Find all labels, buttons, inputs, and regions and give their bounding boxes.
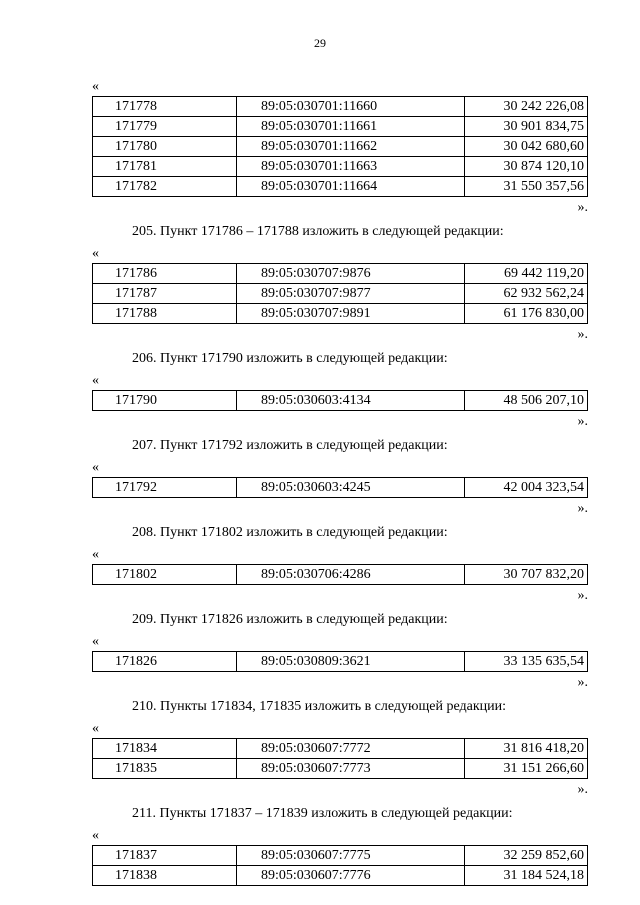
cadastral-number-cell: 89:05:030701:11664: [237, 177, 465, 197]
cadastral-number-cell: 89:05:030603:4134: [237, 391, 465, 411]
table-row: [93, 264, 588, 284]
cadastral-value-cell: 30 874 120,10: [465, 157, 588, 177]
cadastral-table: [92, 738, 588, 779]
cadastral-value-cell: 48 506 207,10: [465, 391, 588, 411]
item-number-cell: 171837: [93, 846, 237, 866]
table-row: [93, 866, 588, 886]
closing-quote: ».: [577, 782, 588, 797]
item-number-cell: 171838: [93, 866, 237, 886]
cadastral-number-cell: 89:05:030607:7776: [237, 866, 465, 886]
closing-quote: ».: [577, 414, 588, 429]
item-number-cell: 171802: [93, 565, 237, 585]
cadastral-value-cell: 62 932 562,24: [465, 284, 588, 304]
opening-quote: «: [92, 547, 99, 562]
table-row: [93, 478, 588, 498]
item-number-cell: 171788: [93, 304, 237, 324]
closing-quote: ».: [577, 588, 588, 603]
amendment-heading: 210. Пункты 171834, 171835 изложить в следующей редакции:: [132, 699, 507, 714]
closing-quote: ».: [577, 200, 588, 215]
cadastral-value-cell: 33 135 635,54: [465, 652, 588, 672]
amendment-heading: 209. Пункт 171826 изложить в следующей редакции:: [132, 612, 448, 627]
cadastral-number-cell: 89:05:030701:11662: [237, 137, 465, 157]
item-number-cell: 171779: [93, 117, 237, 137]
cadastral-value-cell: 69 442 119,20: [465, 264, 588, 284]
item-number-cell: 171781: [93, 157, 237, 177]
table-row: [93, 739, 588, 759]
amendment-heading: 208. Пункт 171802 изложить в следующей редакции:: [132, 525, 448, 540]
item-number-cell: 171790: [93, 391, 237, 411]
cadastral-number-cell: 89:05:030707:9876: [237, 264, 465, 284]
cadastral-number-cell: 89:05:030701:11661: [237, 117, 465, 137]
table-row: [93, 759, 588, 779]
cadastral-number-cell: 89:05:030607:7773: [237, 759, 465, 779]
table-row: [93, 652, 588, 672]
cadastral-value-cell: 42 004 323,54: [465, 478, 588, 498]
cadastral-value-cell: 30 707 832,20: [465, 565, 588, 585]
cadastral-table: [92, 263, 588, 324]
item-number-cell: 171835: [93, 759, 237, 779]
cadastral-number-cell: 89:05:030701:11663: [237, 157, 465, 177]
cadastral-table: [92, 845, 588, 886]
cadastral-number-cell: 89:05:030603:4245: [237, 478, 465, 498]
cadastral-value-cell: 31 151 266,60: [465, 759, 588, 779]
cadastral-value-cell: 32 259 852,60: [465, 846, 588, 866]
cadastral-value-cell: 30 901 834,75: [465, 117, 588, 137]
opening-quote: «: [92, 460, 99, 475]
item-number-cell: 171792: [93, 478, 237, 498]
cadastral-number-cell: 89:05:030706:4286: [237, 565, 465, 585]
cadastral-number-cell: 89:05:030707:9891: [237, 304, 465, 324]
cadastral-value-cell: 31 184 524,18: [465, 866, 588, 886]
table-row: [93, 157, 588, 177]
item-number-cell: 171826: [93, 652, 237, 672]
opening-quote: «: [92, 79, 99, 94]
table-row: [93, 846, 588, 866]
table-row: [93, 284, 588, 304]
cadastral-value-cell: 31 816 418,20: [465, 739, 588, 759]
cadastral-value-cell: 31 550 357,56: [465, 177, 588, 197]
opening-quote: «: [92, 373, 99, 388]
cadastral-table: [92, 96, 588, 197]
amendment-heading: 207. Пункт 171792 изложить в следующей редакции:: [132, 438, 448, 453]
table-row: [93, 97, 588, 117]
closing-quote: ».: [577, 675, 588, 690]
opening-quote: «: [92, 721, 99, 736]
opening-quote: «: [92, 634, 99, 649]
closing-quote: ».: [577, 327, 588, 342]
cadastral-number-cell: 89:05:030809:3621: [237, 652, 465, 672]
cadastral-table: [92, 564, 588, 585]
document-body: [92, 78, 588, 886]
opening-quote: «: [92, 828, 99, 843]
item-number-cell: 171834: [93, 739, 237, 759]
table-row: [93, 565, 588, 585]
cadastral-value-cell: 30 042 680,60: [465, 137, 588, 157]
item-number-cell: 171780: [93, 137, 237, 157]
item-number-cell: 171782: [93, 177, 237, 197]
table-row: [93, 137, 588, 157]
amendment-heading: 206. Пункт 171790 изложить в следующей редакции:: [132, 351, 448, 366]
cadastral-value-cell: 61 176 830,00: [465, 304, 588, 324]
cadastral-number-cell: 89:05:030701:11660: [237, 97, 465, 117]
closing-quote: ».: [577, 501, 588, 516]
opening-quote: «: [92, 246, 99, 261]
item-number-cell: 171787: [93, 284, 237, 304]
page-number: 29: [314, 36, 326, 50]
table-row: [93, 177, 588, 197]
cadastral-table: [92, 477, 588, 498]
amendment-heading: 205. Пункт 171786 – 171788 изложить в следующей редакции:: [132, 224, 504, 239]
cadastral-value-cell: 30 242 226,08: [465, 97, 588, 117]
cadastral-table: [92, 651, 588, 672]
cadastral-number-cell: 89:05:030607:7775: [237, 846, 465, 866]
table-row: [93, 304, 588, 324]
cadastral-number-cell: 89:05:030707:9877: [237, 284, 465, 304]
table-row: [93, 117, 588, 137]
amendment-heading: 211. Пункты 171837 – 171839 изложить в следующей редакции:: [132, 806, 513, 821]
item-number-cell: 171778: [93, 97, 237, 117]
table-row: [93, 391, 588, 411]
cadastral-number-cell: 89:05:030607:7772: [237, 739, 465, 759]
item-number-cell: 171786: [93, 264, 237, 284]
cadastral-table: [92, 390, 588, 411]
